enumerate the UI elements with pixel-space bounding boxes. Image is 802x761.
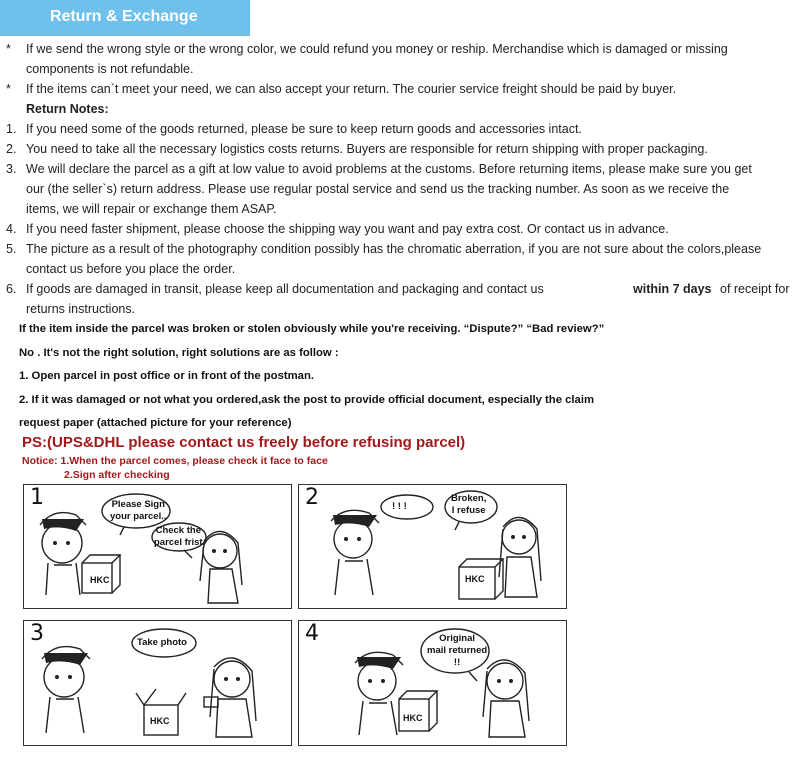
policy-text: components is not refundable. <box>26 62 194 76</box>
box-label: HKC <box>150 716 170 726</box>
note-text: If goods are damaged in transit, please keep all documentation and packaging and contact us <box>26 282 544 296</box>
speech-bubble: Take photo <box>137 637 187 648</box>
speech-bubble: Please Sign your parcel.. <box>110 499 167 522</box>
panel-number: 1 <box>30 485 44 510</box>
box-label: HKC <box>90 575 110 585</box>
panel-number: 4 <box>305 621 319 646</box>
policy-text: If we send the wrong style or the wrong color, we could refund you money or reship. Merchandise which is damaged or missing <box>26 42 728 56</box>
comic-panel-2 <box>298 484 567 609</box>
comic-panel-1 <box>23 484 292 609</box>
speech-bubble: Broken, I refuse <box>451 493 487 516</box>
note-text: If you need some of the goods returned, please be sure to keep return goods and accessories intact. <box>26 122 582 136</box>
panel-illustration <box>299 485 566 608</box>
dispute-line: 2. If it was damaged or not what you ordered,ask the post to provide official document, especially the claim <box>19 394 595 406</box>
ps-heading: PS:(UPS&DHL please contact us freely before refusing parcel) <box>22 434 466 451</box>
dispute-line: request paper (attached picture for your reference) <box>19 417 292 429</box>
dispute-line: No . It's not the right solution, right solutions are as follow : <box>19 347 339 359</box>
comic-panel-4 <box>298 620 567 746</box>
list-marker: * <box>6 82 11 96</box>
dispute-line: 1. Open parcel in post office or in front of the postman. <box>19 370 314 382</box>
list-marker: 5. <box>6 242 17 256</box>
note-text: of receipt for <box>720 282 790 296</box>
note-text: our (the seller`s) return address. Please use regular postal service and send us the tracking number. As soon as we receive the <box>26 182 730 196</box>
list-marker: 2. <box>6 142 17 156</box>
panel-number: 2 <box>305 485 319 510</box>
box-label: HKC <box>465 574 485 584</box>
note-text: returns instructions. <box>26 302 136 316</box>
dispute-line: If the item inside the parcel was broken or stolen obviously while you're receiving. “Dispute?” “Bad review?” <box>19 323 605 335</box>
comic-panel-3 <box>23 620 292 746</box>
panel-number: 3 <box>30 621 44 646</box>
notice-line: Notice: 1.When the parcel comes, please check it face to face <box>22 455 328 467</box>
list-marker: 1. <box>6 122 17 136</box>
note-text: We will declare the parcel as a gift at low value to avoid problems at the customs. Before returning items, please make sure you get <box>26 162 752 176</box>
list-marker: 4. <box>6 222 17 236</box>
list-marker: 6. <box>6 282 17 296</box>
note-text: If you need faster shipment, please choose the shipping way you want and pay extra cost. Or contact us in advance. <box>26 222 669 236</box>
return-notes-title: Return Notes: <box>26 102 109 116</box>
page-title: Return & Exchange <box>50 8 198 25</box>
speech-bubble: Check the parcel frist <box>154 525 203 548</box>
note-text: The picture as a result of the photography condition possibly has the chromatic aberration, if you are not sure about the colors,please <box>26 242 762 256</box>
box-label: HKC <box>403 713 423 723</box>
notice-line: 2.Sign after checking <box>64 469 170 481</box>
policy-text: If the items can`t meet your need, we can also accept your return. The courier service freight should be paid by buyer. <box>26 82 677 96</box>
note-text: You need to take all the necessary logistics costs returns. Buyers are responsible for return shipping with proper packaging. <box>26 142 708 156</box>
speech-bubble: Original mail returned !! <box>427 633 488 668</box>
list-marker: * <box>6 42 11 56</box>
speech-bubble: ! ! ! <box>392 501 407 512</box>
list-marker: 3. <box>6 162 17 176</box>
note-text: contact us before you place the order. <box>26 262 236 276</box>
note-text: items, we will repair or exchange them ASAP. <box>26 202 277 216</box>
note-highlight: within 7 days <box>633 282 712 296</box>
